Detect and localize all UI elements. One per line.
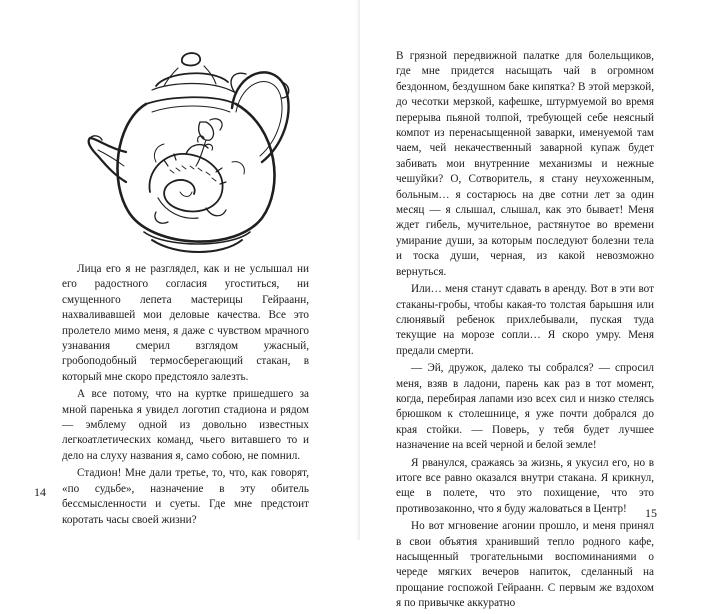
paragraph: — Эй, дружок, далеко ты собрался? — спросил меня, взяв в ладони, парень как раз в тот момент, когда, перебирая лапами изо всех сил и низко стелясь брюшком к столешнице, я уже почти добрался до края стойки. — Поверь, у тебя будет лучшее назначение на всей черной и белой земле! (396, 362, 654, 452)
left-page (0, 0, 360, 540)
page-number-left: 14 (34, 485, 46, 499)
paragraph: Или… меня станут сдавать в аренду. Вот в эти вот стаканы-гробы, чтобы какая-то толстая барышня или слюнявый ребенок прихлебывали, пуская туда текущие на морозе сопли… Я скоро умру. Меня предали смерти. (396, 283, 654, 357)
paragraph: Стадион! Мне дали третье, то, что, как говорят, «по судьбе», назначение в эту обитель бессмысленности и суеты. Где мне предстоит коротать часы своей жизни? (62, 467, 309, 526)
paragraph: В грязной передвижной палатке для болельщиков, где мне придется насыщать чай в огромном бездонном, бездушном баке кипятка? В этой мерзкой, до чесотки мерзкой, кафешке, штурмуемой во время перерыва пьяной толпой, требующей себе неясный компот из перенасыщенной заварки, именуемой там чаем, чей некачественный заварной купаж будет забивать мои внутренние механизмы и нежные чешуйки? О, Сотворитель, я стану неухоженным, больным… я состарюсь на две сотни лет за один месяц — я слышал, слышал, как это бывает! Меня ждет гибель, мучительное, растянутое во времени умирание души, за которым последуют болезни тела и тоска души, черная, из какой невозможно вернуться. (396, 50, 654, 278)
paragraph: Но вот мгновение агонии прошло, и меня принял в свои объятия хранивший тепло родного кафе, насыщенный трогательными воспоминаниями о череде мягких вечеров напиток, сделанный на прощание госпожой Гейраанн. С первым же вздохом я по привычке аккуратно (396, 520, 654, 610)
paragraph: Я рванулся, сражаясь за жизнь, я укусил его, но в итоге все равно оказался внутри стакана. Я крикнул, еще в полете, что это похищение, что это противозаконно, что я буду жаловаться в Центр! (396, 456, 654, 515)
page-number-right: 15 (645, 506, 657, 520)
paragraph: Лица его я не разглядел, как и не услышал ни его радостного согласия угоститься, ни смущенного лепета мастерицы Гейраанн, нахваливавшей мои деловые качества. Все это пролетело мимо меня, я даже с чувством мрачного узнавания смерил взглядом ужасный, гробоподобный термосберегающий стакан, в который мне скоро предстояло залезть. (62, 263, 309, 383)
right-page-text (396, 49, 654, 614)
teapot-dragon-illustration (86, 42, 296, 260)
left-page-text (62, 262, 309, 530)
paragraph: А все потому, что на куртке пришедшего за мной паренька я увидел логотип стадиона и рядом — эмблему одной из довольно известных легкоатлетических команд, чьего витавшего то и дело на слуху названия я, само собою, не помнил. (62, 388, 309, 462)
right-page (360, 0, 721, 610)
